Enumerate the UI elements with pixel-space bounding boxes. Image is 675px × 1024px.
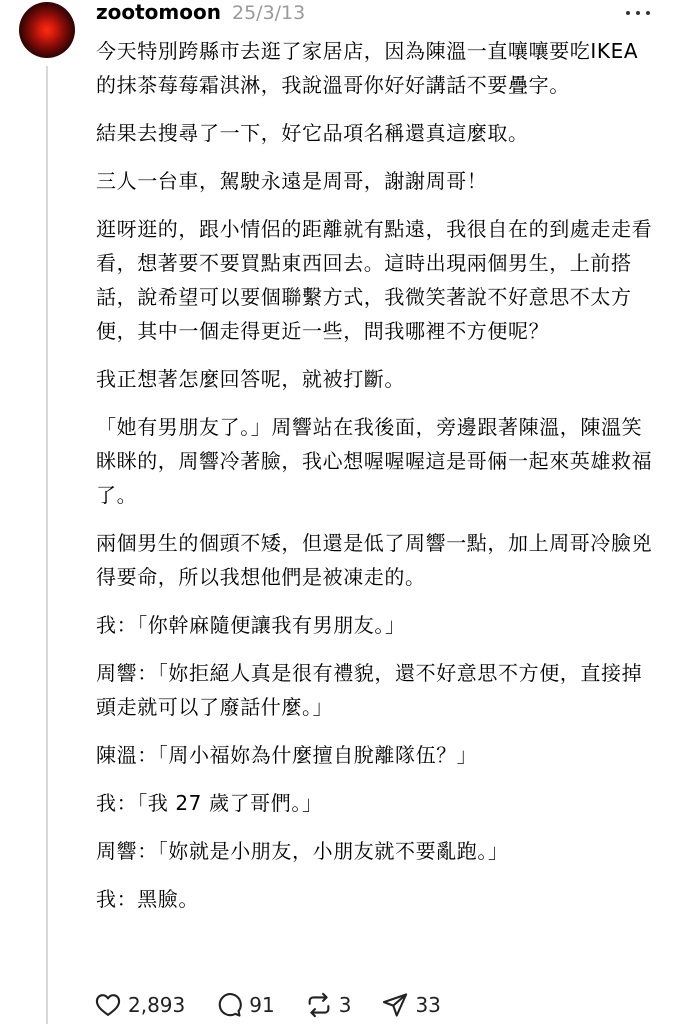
repost-count: 3 <box>338 993 352 1017</box>
thread-line <box>46 66 48 1024</box>
reply-count: 91 <box>249 993 275 1017</box>
more-horizontal-icon[interactable] <box>626 9 650 17</box>
post-paragraph: 結果去搜尋了一下，好它品項名稱還真這麼取。 <box>96 121 529 145</box>
action-bar <box>94 988 471 1022</box>
like-count: 2,893 <box>128 993 186 1017</box>
more-dot <box>626 11 630 15</box>
repost-button[interactable] <box>305 991 352 1019</box>
post-paragraph: 周響：「妳拒絕人真是很有禮貌，還不好意思不方便，直接掉頭走就可以了廢話什麼。」 <box>96 661 643 719</box>
repost-icon <box>305 991 333 1019</box>
comment-bubble-icon <box>215 991 243 1019</box>
reply-button[interactable] <box>215 991 274 1019</box>
like-button[interactable] <box>94 991 185 1019</box>
share-count: 33 <box>415 993 441 1017</box>
post-paragraph: 我：「你幹麻隨便讓我有男朋友。」 <box>96 613 406 637</box>
post-content <box>96 34 656 930</box>
post-paragraph: 我：「我 27 歲了哥們。」 <box>96 791 323 815</box>
post-paragraph: 周響：「妳就是小朋友，小朋友就不要亂跑。」 <box>96 839 509 863</box>
post-paragraph: 我正想著怎麼回答呢，就被打斷。 <box>96 367 405 391</box>
author-username[interactable]: zootomoon <box>96 0 221 24</box>
send-icon <box>381 991 409 1019</box>
post-paragraph: 兩個男生的個頭不矮，但還是低了周響一點，加上周哥冷臉兇得要命，所以我想他們是被凍走的。 <box>96 531 653 589</box>
share-button[interactable] <box>381 991 440 1019</box>
post-paragraph: 我：黑臉。 <box>96 887 199 911</box>
post-paragraph: 今天特別跨縣市去逛了家居店，因為陳溫一直嚷嚷要吃IKEA的抹茶莓莓霜淇淋，我說溫哥你好好講話不要疊字。 <box>96 39 639 97</box>
avatar[interactable] <box>19 2 75 58</box>
post-paragraph: 「她有男朋友了。」周響站在我後面，旁邊跟著陳溫，陳溫笑眯眯的，周響冷著臉，我心想喔喔喔這是哥倆一起來英雄救福了。 <box>96 415 653 507</box>
more-dot <box>646 11 650 15</box>
post-paragraph: 逛呀逛的，跟小情侶的距離就有點遠，我很自在的到處走走看看，想著要不要買點東西回去。這時出現兩個男生，上前搭話，說希望可以要個聯繫方式，我微笑著說不好意思不太方便，其中一個走得更近一些，問我哪裡不方便呢？ <box>96 217 653 343</box>
post-timestamp: 25/3/13 <box>231 2 306 24</box>
post-paragraph: 三人一台車，駕駛永遠是周哥，謝謝周哥！ <box>96 169 488 193</box>
more-dot <box>636 11 640 15</box>
heart-icon <box>94 991 122 1019</box>
post-paragraph: 陳溫：「周小福妳為什麼擅自脫離隊伍？」 <box>96 743 478 767</box>
post-header <box>96 0 305 30</box>
